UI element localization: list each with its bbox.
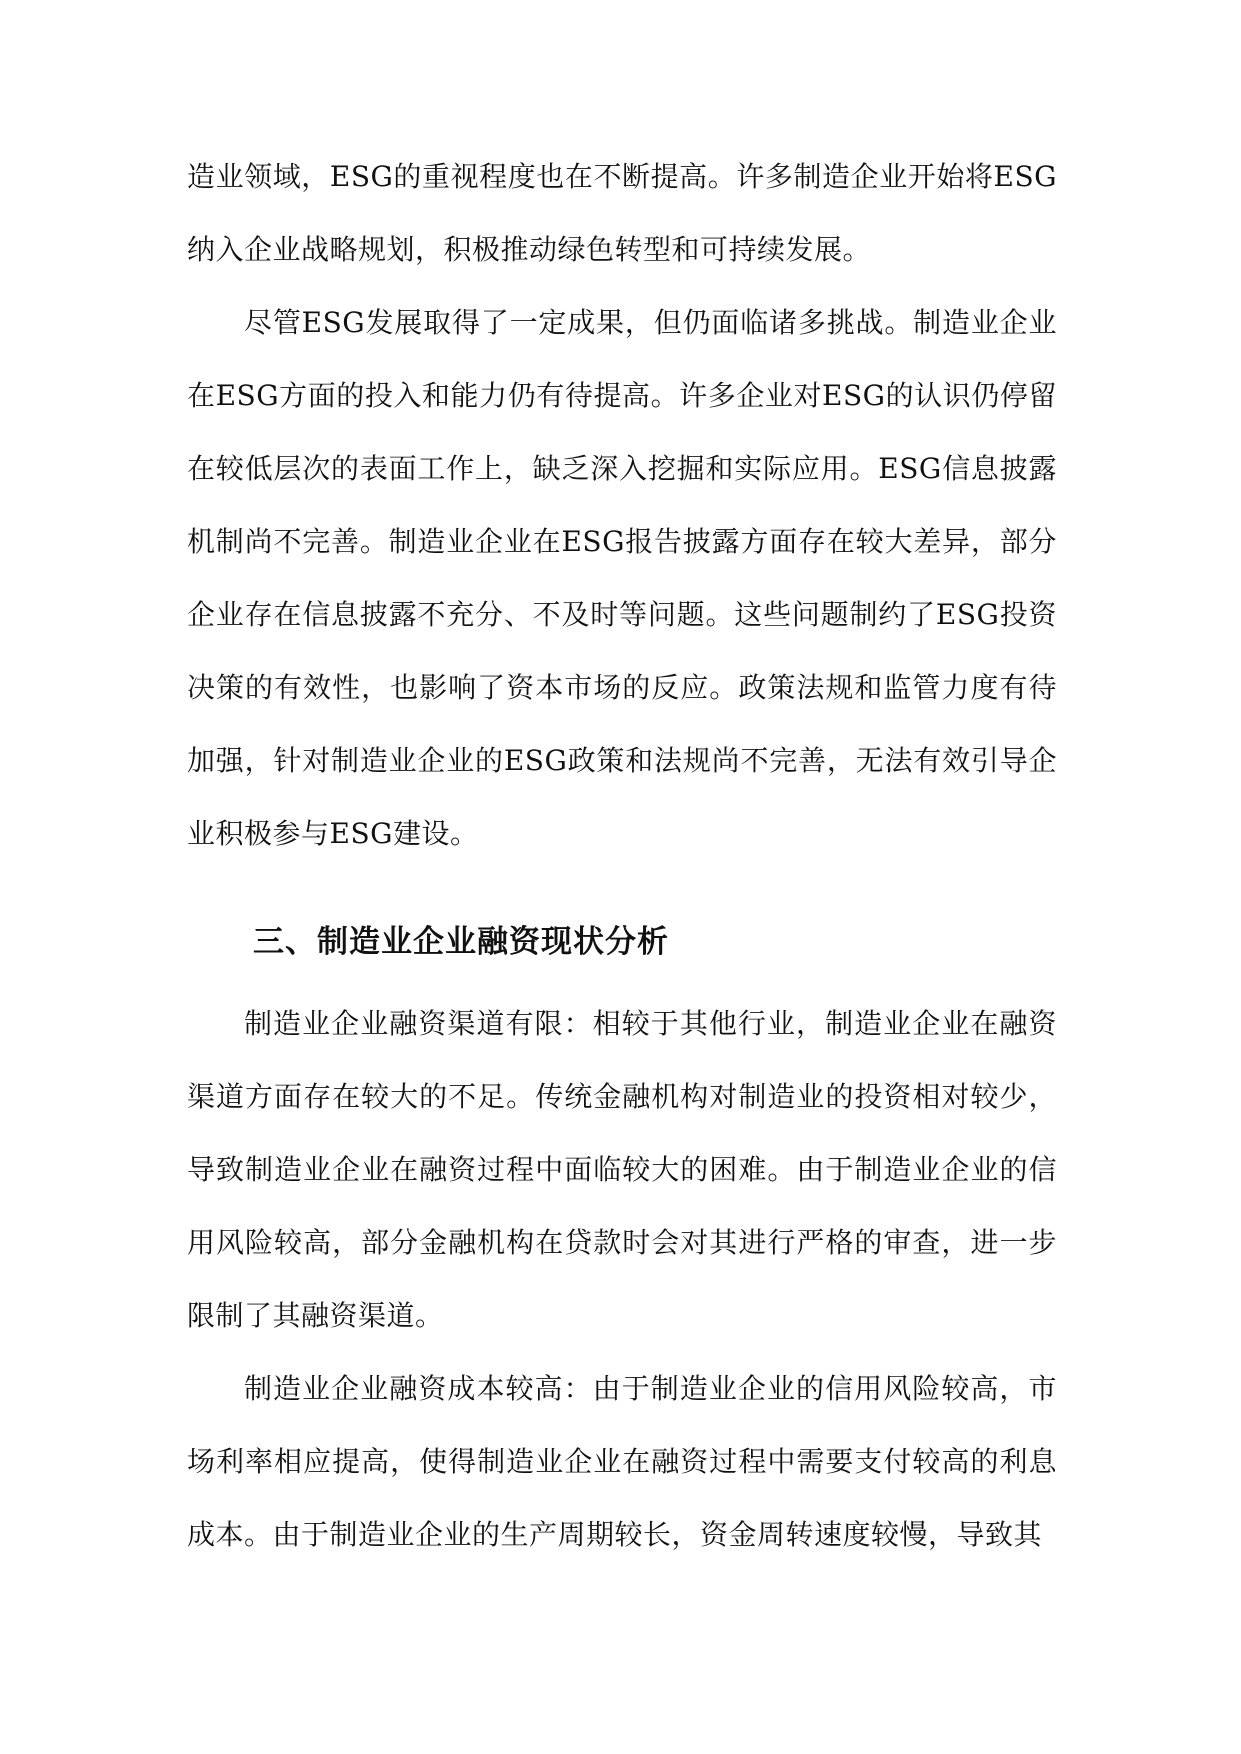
paragraph-esg-manufacturing-continued: 造业领域，ESG的重视程度也在不断提高。许多制造企业开始将ESG纳入企业战略规划，积极推动绿色转型和可持续发展。	[187, 160, 1057, 266]
paragraph-esg-challenges: 尽管ESG发展取得了一定成果，但仍面临诸多挑战。制造业企业在ESG方面的投入和能力仍有待提高。许多企业对ESG的认识仍停留在较低层次的表面工作上，缺乏深入挖掘和实际应用。ESG信息披露机制尚不完善。制造业企业在ESG报告披露方面存在较大差异，部分企业存在信息披露不充分、不及时等问题。这些问题制约了ESG投资决策的有效性，也影响了资本市场的反应。政策法规和监管力度有待加强，针对制造业企业的ESG政策和法规尚不完善，无法有效引导企业积极参与ESG建设。	[187, 306, 1057, 850]
paragraph-financing-costs: 制造业企业融资成本较高：由于制造业企业的信用风险较高，市场利率相应提高，使得制造业企业在融资过程中需要支付较高的利息成本。由于制造业企业的生产周期较长，资金周转速度较慢，导致其	[187, 1372, 1057, 1551]
document-body	[187, 140, 1057, 1571]
paragraph-financing-channels: 制造业企业融资渠道有限：相较于其他行业，制造业企业在融资渠道方面存在较大的不足。传统金融机构对制造业的投资相对较少，导致制造业企业在融资过程中面临较大的困难。由于制造业企业的信用风险较高，部分金融机构在贷款时会对其进行严格的审查，进一步限制了其融资渠道。	[187, 1007, 1057, 1332]
section-heading: 三、制造业企业融资现状分析	[253, 924, 669, 960]
